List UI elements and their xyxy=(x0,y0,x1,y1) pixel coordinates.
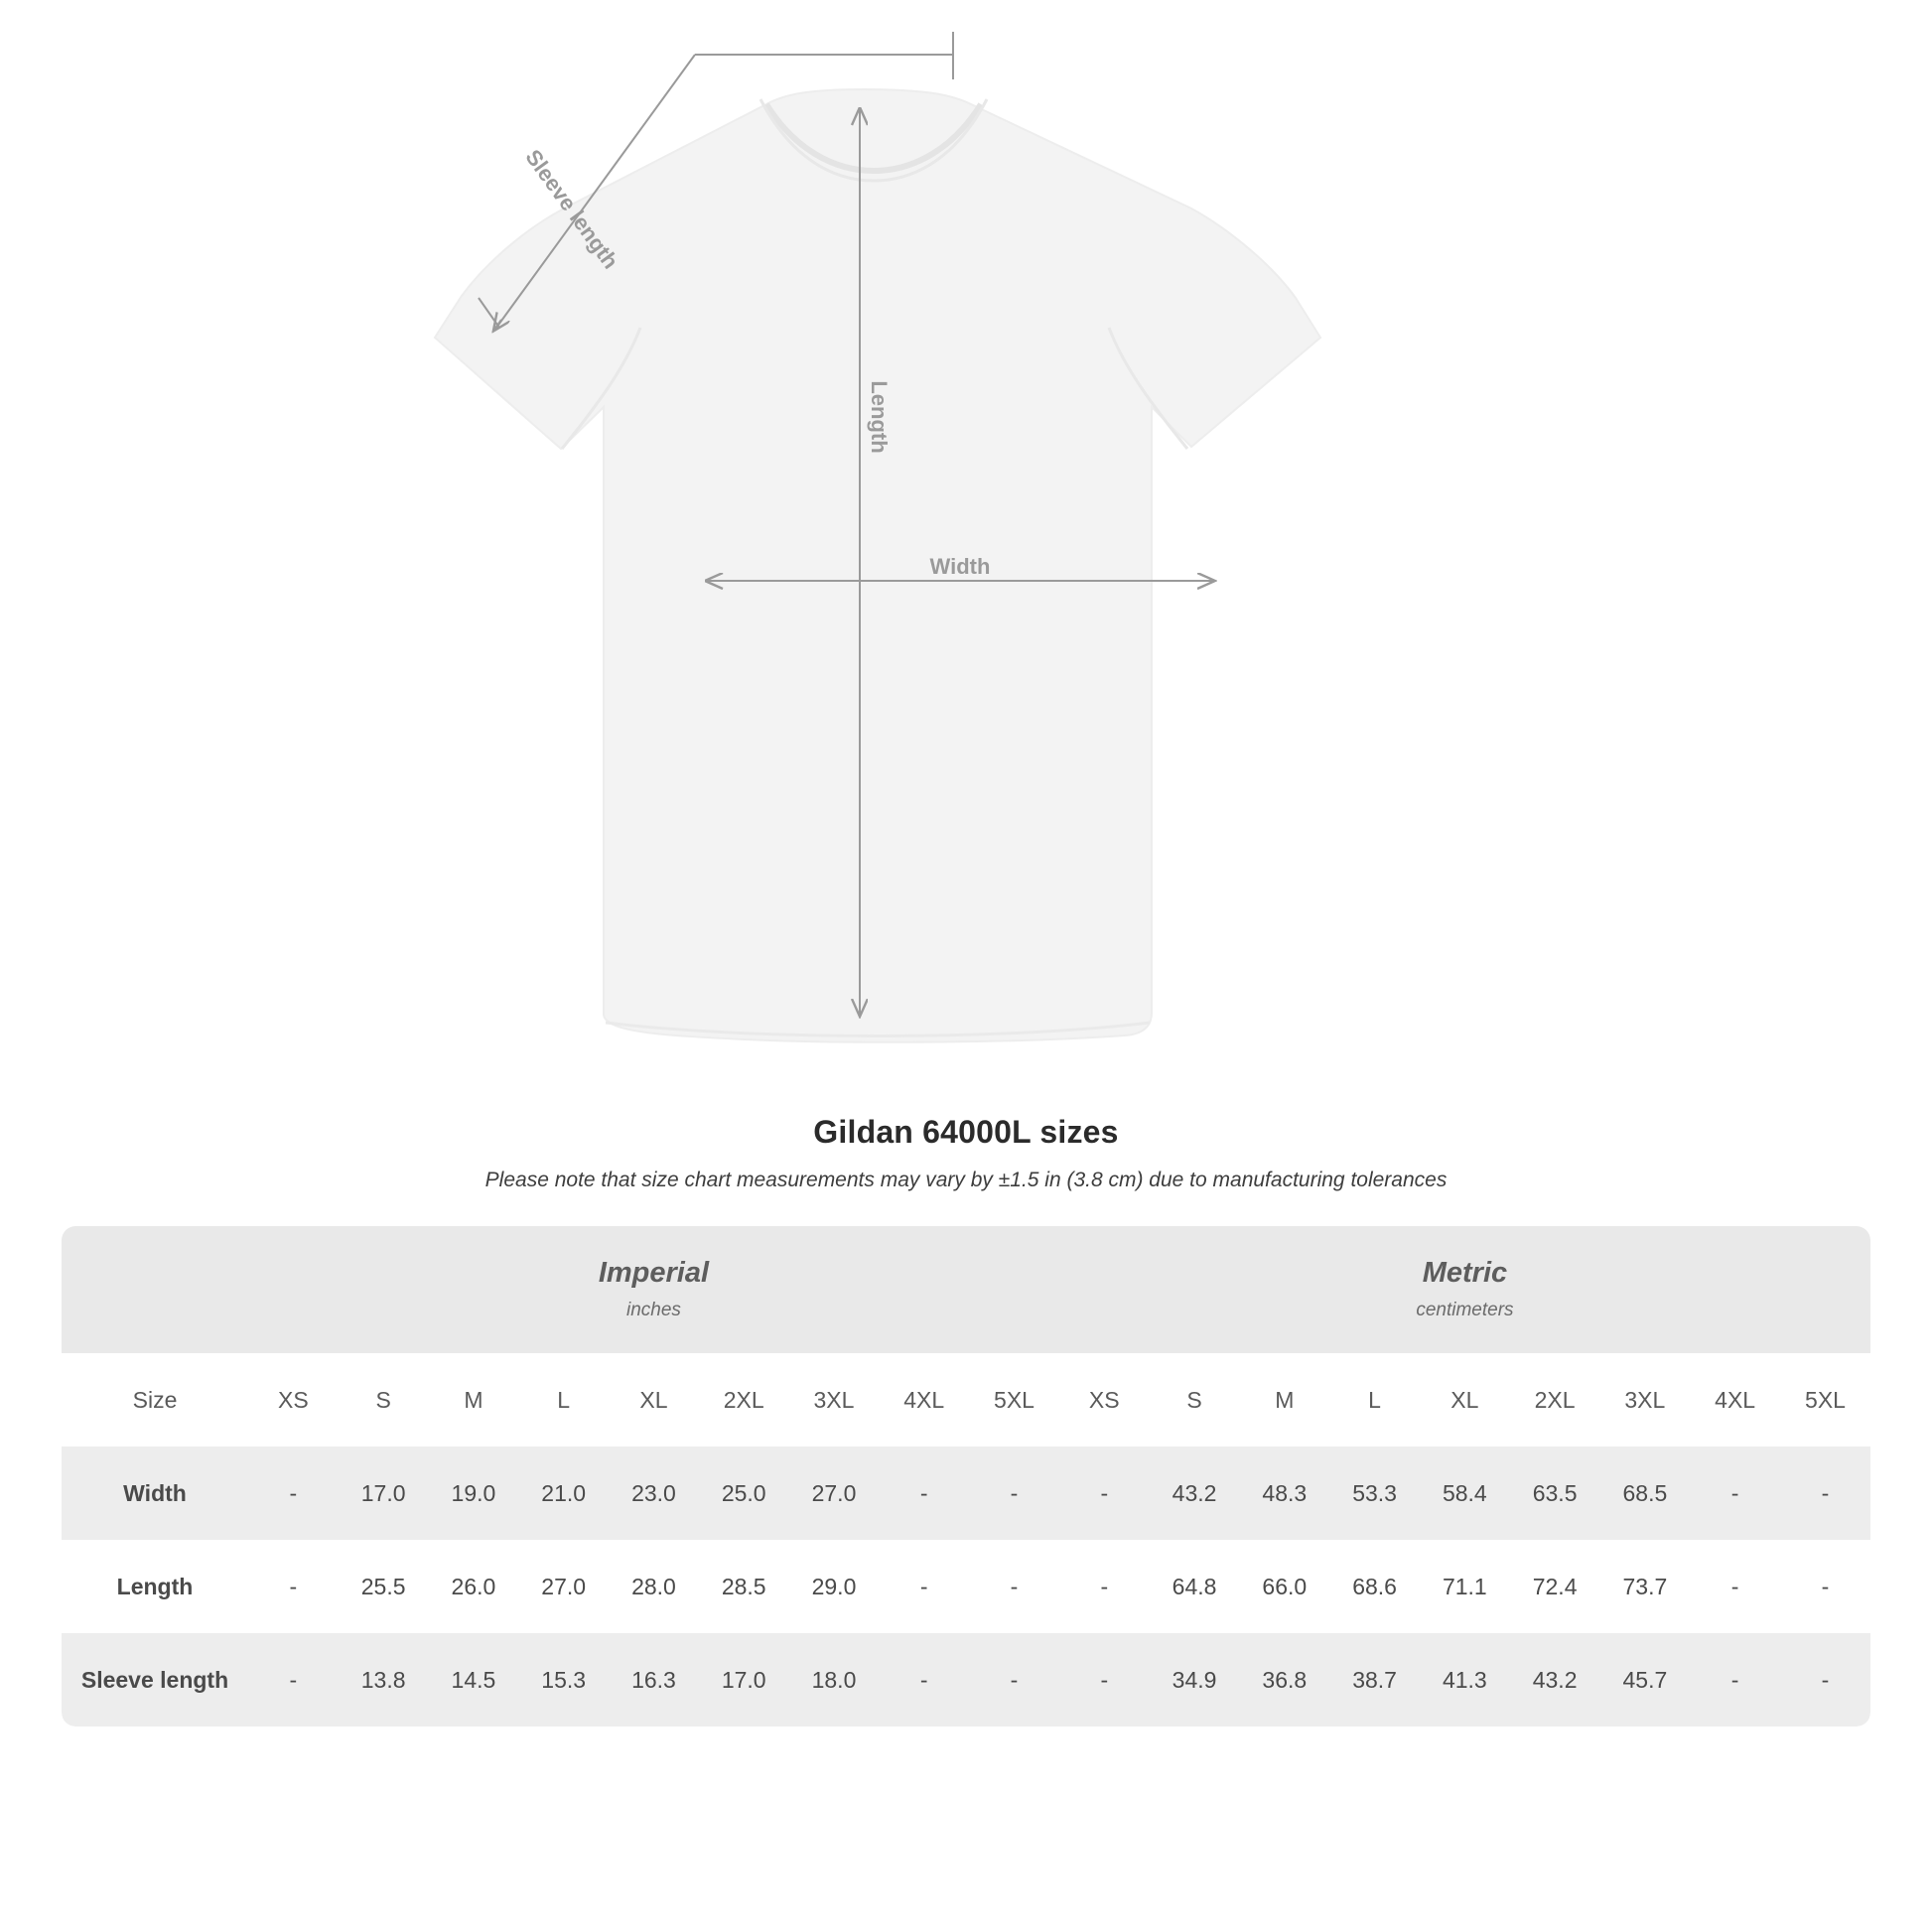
size-header-cell: 3XL xyxy=(789,1353,880,1447)
unit-imperial-name: Imperial xyxy=(598,1257,710,1290)
cell: 13.8 xyxy=(339,1633,429,1726)
size-header-cell: 5XL xyxy=(1780,1353,1870,1447)
row-label: Width xyxy=(62,1447,248,1540)
unit-header-metric xyxy=(1059,1226,1870,1353)
cell: 43.2 xyxy=(1150,1447,1240,1540)
cell: 17.0 xyxy=(699,1633,789,1726)
cell: - xyxy=(969,1633,1059,1726)
cell: 66.0 xyxy=(1239,1540,1329,1633)
cell: 41.3 xyxy=(1420,1633,1510,1726)
size-header-cell: S xyxy=(1150,1353,1240,1447)
cell: 25.0 xyxy=(699,1447,789,1540)
size-header-cell: 2XL xyxy=(699,1353,789,1447)
cell: 16.3 xyxy=(609,1633,699,1726)
cell: 36.8 xyxy=(1239,1633,1329,1726)
cell: 72.4 xyxy=(1510,1540,1600,1633)
cell: - xyxy=(1059,1447,1150,1540)
unit-header-imperial xyxy=(248,1226,1059,1353)
cell: 29.0 xyxy=(789,1540,880,1633)
size-table xyxy=(62,1226,1870,1726)
cell: 18.0 xyxy=(789,1633,880,1726)
cell: - xyxy=(1690,1447,1780,1540)
size-header-cell: 5XL xyxy=(969,1353,1059,1447)
cell: 64.8 xyxy=(1150,1540,1240,1633)
unit-metric-sub: centimeters xyxy=(1416,1299,1514,1320)
sleeve-length-label: Sleeve length xyxy=(520,144,623,274)
size-header-cell: L xyxy=(1329,1353,1420,1447)
size-header-cell: M xyxy=(429,1353,519,1447)
width-label: Width xyxy=(929,554,991,579)
size-table-wrap xyxy=(62,1226,1870,1726)
cell: - xyxy=(1780,1447,1870,1540)
cell: 68.6 xyxy=(1329,1540,1420,1633)
size-header-cell: 2XL xyxy=(1510,1353,1600,1447)
cell: 17.0 xyxy=(339,1447,429,1540)
size-header-cell: XL xyxy=(609,1353,699,1447)
cell: - xyxy=(248,1633,339,1726)
cell: - xyxy=(248,1447,339,1540)
size-header-cell: 3XL xyxy=(1599,1353,1690,1447)
cell: 38.7 xyxy=(1329,1633,1420,1726)
size-header-cell: 4XL xyxy=(1690,1353,1780,1447)
cell: 73.7 xyxy=(1599,1540,1690,1633)
size-header-cell: XS xyxy=(248,1353,339,1447)
cell: - xyxy=(969,1447,1059,1540)
size-header-cell: XL xyxy=(1420,1353,1510,1447)
unit-header-row xyxy=(62,1226,1870,1353)
cell: 48.3 xyxy=(1239,1447,1329,1540)
cell: - xyxy=(1780,1540,1870,1633)
cell: 25.5 xyxy=(339,1540,429,1633)
size-header-row xyxy=(62,1353,1870,1447)
cell: 45.7 xyxy=(1599,1633,1690,1726)
row-label: Sleeve length xyxy=(62,1633,248,1726)
cell: 15.3 xyxy=(518,1633,609,1726)
size-header-cell: XS xyxy=(1059,1353,1150,1447)
cell: - xyxy=(1059,1540,1150,1633)
page-title: Gildan 64000L sizes xyxy=(813,1114,1119,1150)
cell: 19.0 xyxy=(429,1447,519,1540)
unit-header-spacer xyxy=(62,1226,248,1353)
cell: 21.0 xyxy=(518,1447,609,1540)
size-header-label: Size xyxy=(62,1353,248,1447)
tshirt-shape xyxy=(435,89,1320,1042)
cell: 58.4 xyxy=(1420,1447,1510,1540)
cell: 68.5 xyxy=(1599,1447,1690,1540)
cell: 27.0 xyxy=(789,1447,880,1540)
cell: 34.9 xyxy=(1150,1633,1240,1726)
size-header-cell: L xyxy=(518,1353,609,1447)
cell: 53.3 xyxy=(1329,1447,1420,1540)
cell: 14.5 xyxy=(429,1633,519,1726)
cell: - xyxy=(1780,1633,1870,1726)
cell: - xyxy=(248,1540,339,1633)
table-row xyxy=(62,1447,1870,1540)
cell: 28.0 xyxy=(609,1540,699,1633)
cell: - xyxy=(969,1540,1059,1633)
size-header-cell: S xyxy=(339,1353,429,1447)
length-label: Length xyxy=(867,380,892,454)
size-header-cell: M xyxy=(1239,1353,1329,1447)
cell: - xyxy=(1690,1540,1780,1633)
cell: 23.0 xyxy=(609,1447,699,1540)
table-row xyxy=(62,1540,1870,1633)
cell: 27.0 xyxy=(518,1540,609,1633)
cell: - xyxy=(879,1447,969,1540)
cell: 28.5 xyxy=(699,1540,789,1633)
cell: - xyxy=(879,1540,969,1633)
size-header-cell: 4XL xyxy=(879,1353,969,1447)
cell: 63.5 xyxy=(1510,1447,1600,1540)
unit-metric-name: Metric xyxy=(1422,1257,1508,1290)
cell: 43.2 xyxy=(1510,1633,1600,1726)
unit-imperial-sub: inches xyxy=(625,1299,681,1320)
cell: - xyxy=(1690,1633,1780,1726)
cell: - xyxy=(1059,1633,1150,1726)
page-subtitle: Please note that size chart measurements may vary by ±1.5 in (3.8 cm) due to manufacturing tolerances xyxy=(484,1169,1448,1191)
cell: 26.0 xyxy=(429,1540,519,1633)
cell: 71.1 xyxy=(1420,1540,1510,1633)
cell: - xyxy=(879,1633,969,1726)
table-row xyxy=(62,1633,1870,1726)
title-block xyxy=(0,1114,1932,1192)
row-label: Length xyxy=(62,1540,248,1633)
